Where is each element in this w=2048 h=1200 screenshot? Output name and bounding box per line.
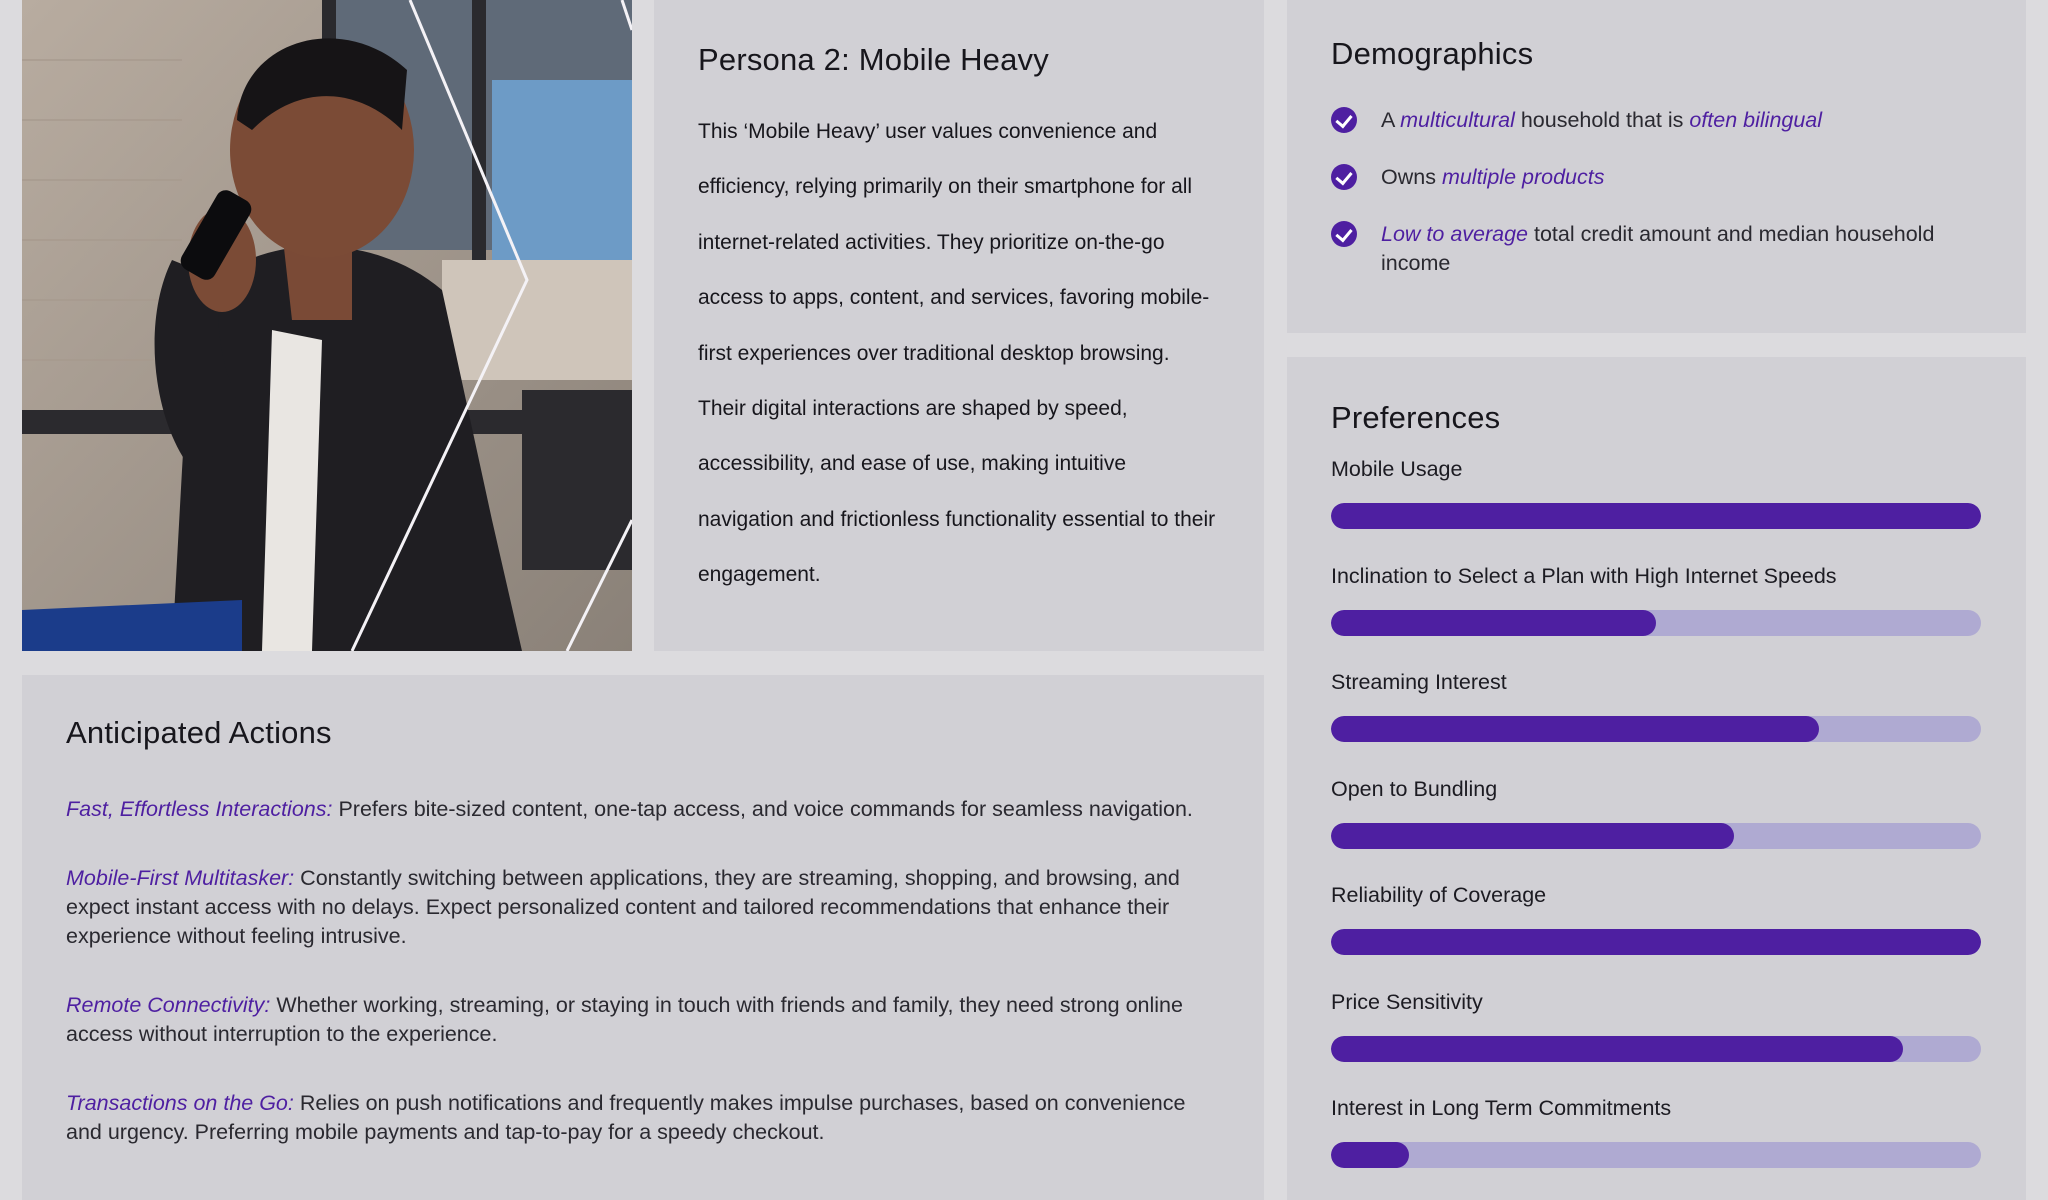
preference-bar xyxy=(1331,823,1981,849)
preference-bar-fill xyxy=(1331,1036,1903,1062)
preference-item xyxy=(1331,667,1982,774)
preference-bar xyxy=(1331,716,1981,742)
demographics-item-text: Owns multiple products xyxy=(1381,165,1605,189)
preference-item xyxy=(1331,561,1982,668)
action-item-text: Whether working, streaming, or staying in touch with friends and family, they need strong online access without interruption to the experience. xyxy=(66,993,1183,1046)
preference-bar xyxy=(1331,1036,1981,1062)
preference-item xyxy=(1331,880,1982,987)
check-circle-icon xyxy=(1331,164,1357,190)
preference-label: Mobile Usage xyxy=(1331,457,1463,481)
demographics-card xyxy=(1287,0,2026,333)
preference-bar-fill xyxy=(1331,929,1981,955)
persona-photo-illustration xyxy=(22,0,632,651)
preference-bar xyxy=(1331,610,1981,636)
anticipated-actions-title: Anticipated Actions xyxy=(66,715,332,750)
preference-bar-fill xyxy=(1331,716,1819,742)
preference-label: Open to Bundling xyxy=(1331,776,1498,801)
check-circle-icon xyxy=(1331,221,1357,247)
preference-bar-fill xyxy=(1331,610,1656,636)
preference-bar xyxy=(1331,1142,1981,1168)
preference-bar-fill xyxy=(1331,823,1734,849)
preference-item xyxy=(1331,774,1982,881)
check-circle-icon xyxy=(1331,107,1357,133)
action-item-title: Mobile-First Multitasker: xyxy=(66,866,295,890)
action-item xyxy=(66,1089,1216,1147)
demographics-list xyxy=(1331,106,1982,278)
persona-description: This ‘Mobile Heavy’ user values convenience and efficiency, relying primarily on their smartphone for all internet-related activities. They prioritize on-the-go access to apps, content, and services, favoring mobile-first experiences over traditional desktop browsing. Their digital interactions are shaped by speed, accessibility, and ease of use, making intuitive navigation and frictionless functionality essential to their engagement. xyxy=(698,120,1216,587)
preference-item xyxy=(1331,987,1982,1094)
demographics-item-text: A multicultural household that is often bilingual xyxy=(1381,108,1823,132)
demographics-title: Demographics xyxy=(1331,36,1534,71)
preference-item xyxy=(1331,1093,1982,1200)
preferences-card xyxy=(1287,357,2026,1200)
preference-label: Reliability of Coverage xyxy=(1331,883,1547,907)
preference-label: Interest in Long Term Commitments xyxy=(1331,1096,1672,1120)
preference-bar xyxy=(1331,503,1981,529)
action-item-title: Remote Connectivity: xyxy=(66,993,271,1017)
action-item-text: Constantly switching between applications, they are streaming, shopping, and browsing, and expect instant access with no delays. Expect personalized content and tailored recommendations that enhance their experience without feeling intrusive. xyxy=(66,866,1180,948)
action-item-title: Fast, Effortless Interactions: xyxy=(66,797,333,821)
preferences-list xyxy=(1331,454,1982,1200)
persona-title: Persona 2: Mobile Heavy xyxy=(698,42,1049,77)
preference-item xyxy=(1331,454,1982,561)
persona-intro-card xyxy=(654,0,1264,651)
preference-label: Streaming Interest xyxy=(1331,670,1507,694)
preference-bar xyxy=(1331,929,1981,955)
preference-bar-fill xyxy=(1331,1142,1409,1168)
action-item xyxy=(66,864,1216,951)
action-item xyxy=(66,795,1216,824)
action-item-text: Relies on push notifications and frequently makes impulse purchases, based on convenience and urgency. Preferring mobile payments and tap-to-pay for a speedy checkout. xyxy=(66,1091,1186,1144)
preference-bar-fill xyxy=(1331,503,1981,529)
demographics-item xyxy=(1331,106,1982,135)
preference-label: Price Sensitivity xyxy=(1331,989,1483,1014)
anticipated-actions-list xyxy=(66,795,1220,1147)
demographics-item xyxy=(1331,220,1982,278)
preference-label: Inclination to Select a Plan with High Internet Speeds xyxy=(1331,563,1837,588)
anticipated-actions-card xyxy=(22,675,1264,1200)
action-item-title: Transactions on the Go: xyxy=(66,1091,294,1115)
demographics-item xyxy=(1331,163,1982,192)
preferences-title: Preferences xyxy=(1331,400,1501,435)
action-item xyxy=(66,991,1216,1049)
demographics-item-text: Low to average total credit amount and median household income xyxy=(1381,222,1935,275)
action-item-text: Prefers bite-sized content, one-tap access, and voice commands for seamless navigation. xyxy=(332,797,1193,821)
persona-photo xyxy=(22,0,632,651)
